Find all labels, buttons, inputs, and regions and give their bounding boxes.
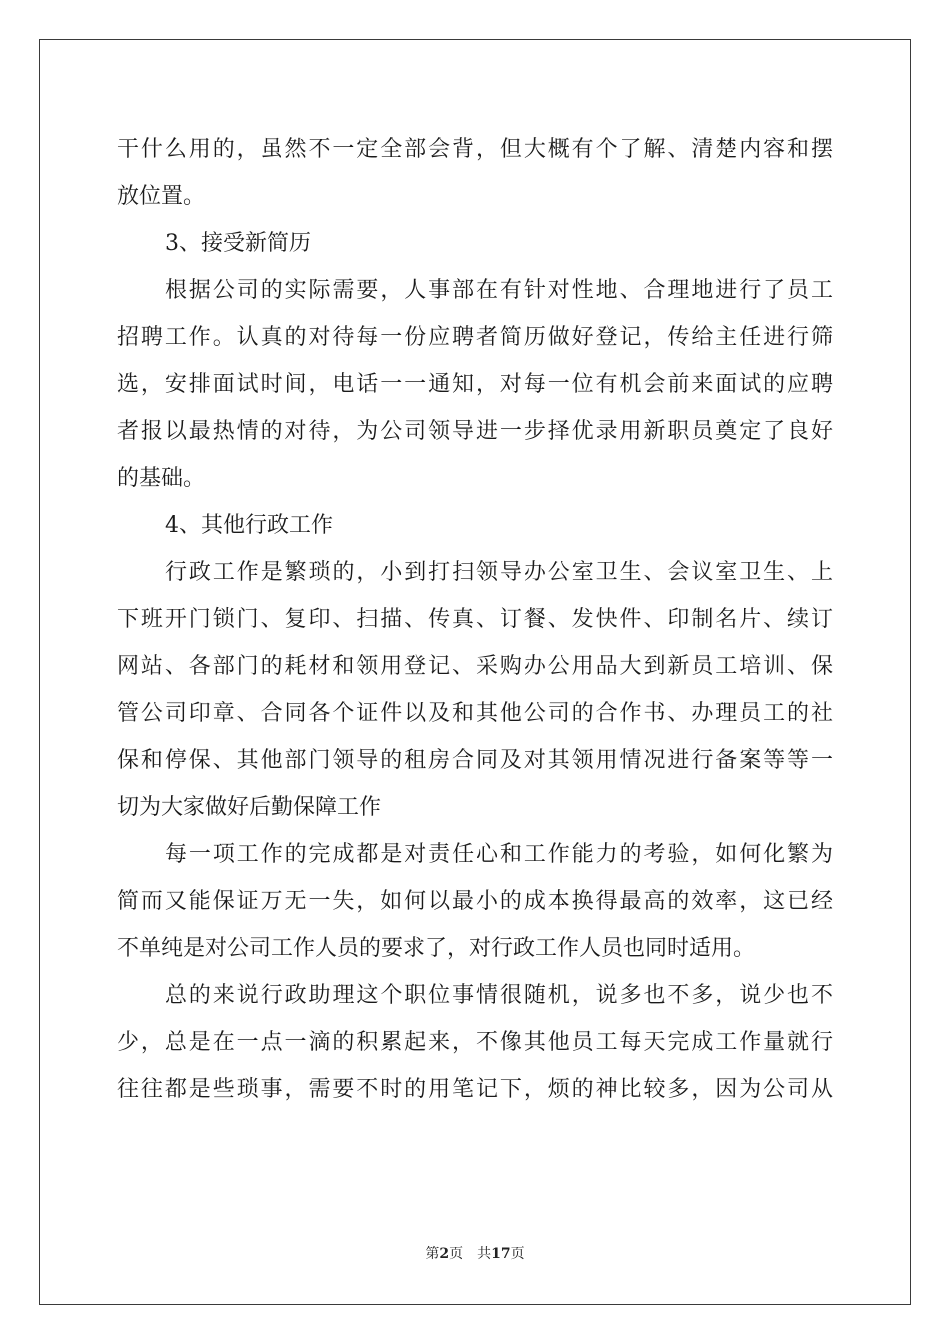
page-footer bbox=[0, 1244, 950, 1264]
text-line: 干什么用的，虽然不一定全部会背，但大概有个了解、清楚内容和摆 bbox=[117, 137, 833, 162]
page-number: 2 bbox=[439, 1246, 450, 1262]
text-line: 切为大家做好后勤保障工作 bbox=[117, 795, 382, 820]
text-line: 总的来说行政助理这个职位事情很随机，说多也不多，说少也不 bbox=[165, 983, 833, 1008]
text-line: 往往都是些琐事，需要不时的用笔记下，烦的神比较多，因为公司从 bbox=[117, 1077, 833, 1102]
page-suffix: 页 bbox=[449, 1246, 464, 1262]
text-line: 简而又能保证万无一失，如何以最小的成本换得最高的效率，这已经 bbox=[117, 889, 833, 914]
text-line: 保和停保、其他部门领导的租房合同及对其领用情况进行备案等等一 bbox=[117, 748, 833, 773]
text-line: 选，安排面试时间，电话一一通知，对每一位有机会前来面试的应聘 bbox=[117, 372, 833, 397]
text-line: 网站、各部门的耗材和领用登记、采购办公用品大到新员工培训、保 bbox=[117, 654, 833, 679]
text-line: 者报以最热情的对待，为公司领导进一步择优录用新职员奠定了良好 bbox=[117, 419, 833, 444]
total-pages: 17 bbox=[491, 1246, 511, 1262]
page-prefix: 第 bbox=[425, 1246, 440, 1262]
document-body bbox=[117, 126, 833, 1113]
text-line: 行政工作是繁琐的，小到打扫领导办公室卫生、会议室卫生、上 bbox=[165, 560, 833, 585]
text-line: 根据公司的实际需要，人事部在有针对性地、合理地进行了员工 bbox=[165, 278, 833, 303]
text-line: 3、接受新简历 bbox=[165, 231, 311, 256]
text-line: 4、其他行政工作 bbox=[165, 513, 333, 538]
text-line: 下班开门锁门、复印、扫描、传真、订餐、发快件、印制名片、续订 bbox=[117, 607, 833, 632]
text-line: 管公司印章、合同各个证件以及和其他公司的合作书、办理员工的社 bbox=[117, 701, 833, 726]
text-line: 放位置。 bbox=[117, 184, 206, 209]
total-suffix: 页 bbox=[510, 1246, 525, 1262]
text-line: 少，总是在一点一滴的积累起来，不像其他员工每天完成工作量就行 bbox=[117, 1030, 833, 1055]
text-line: 招聘工作。认真的对待每一份应聘者简历做好登记，传给主任进行筛 bbox=[117, 325, 833, 350]
text-line: 不单纯是对公司工作人员的要求了，对行政工作人员也同时适用。 bbox=[117, 936, 756, 961]
text-line: 每一项工作的完成都是对责任心和工作能力的考验，如何化繁为 bbox=[165, 842, 833, 867]
total-prefix: 共 bbox=[477, 1246, 492, 1262]
text-line: 的基础。 bbox=[117, 466, 206, 491]
